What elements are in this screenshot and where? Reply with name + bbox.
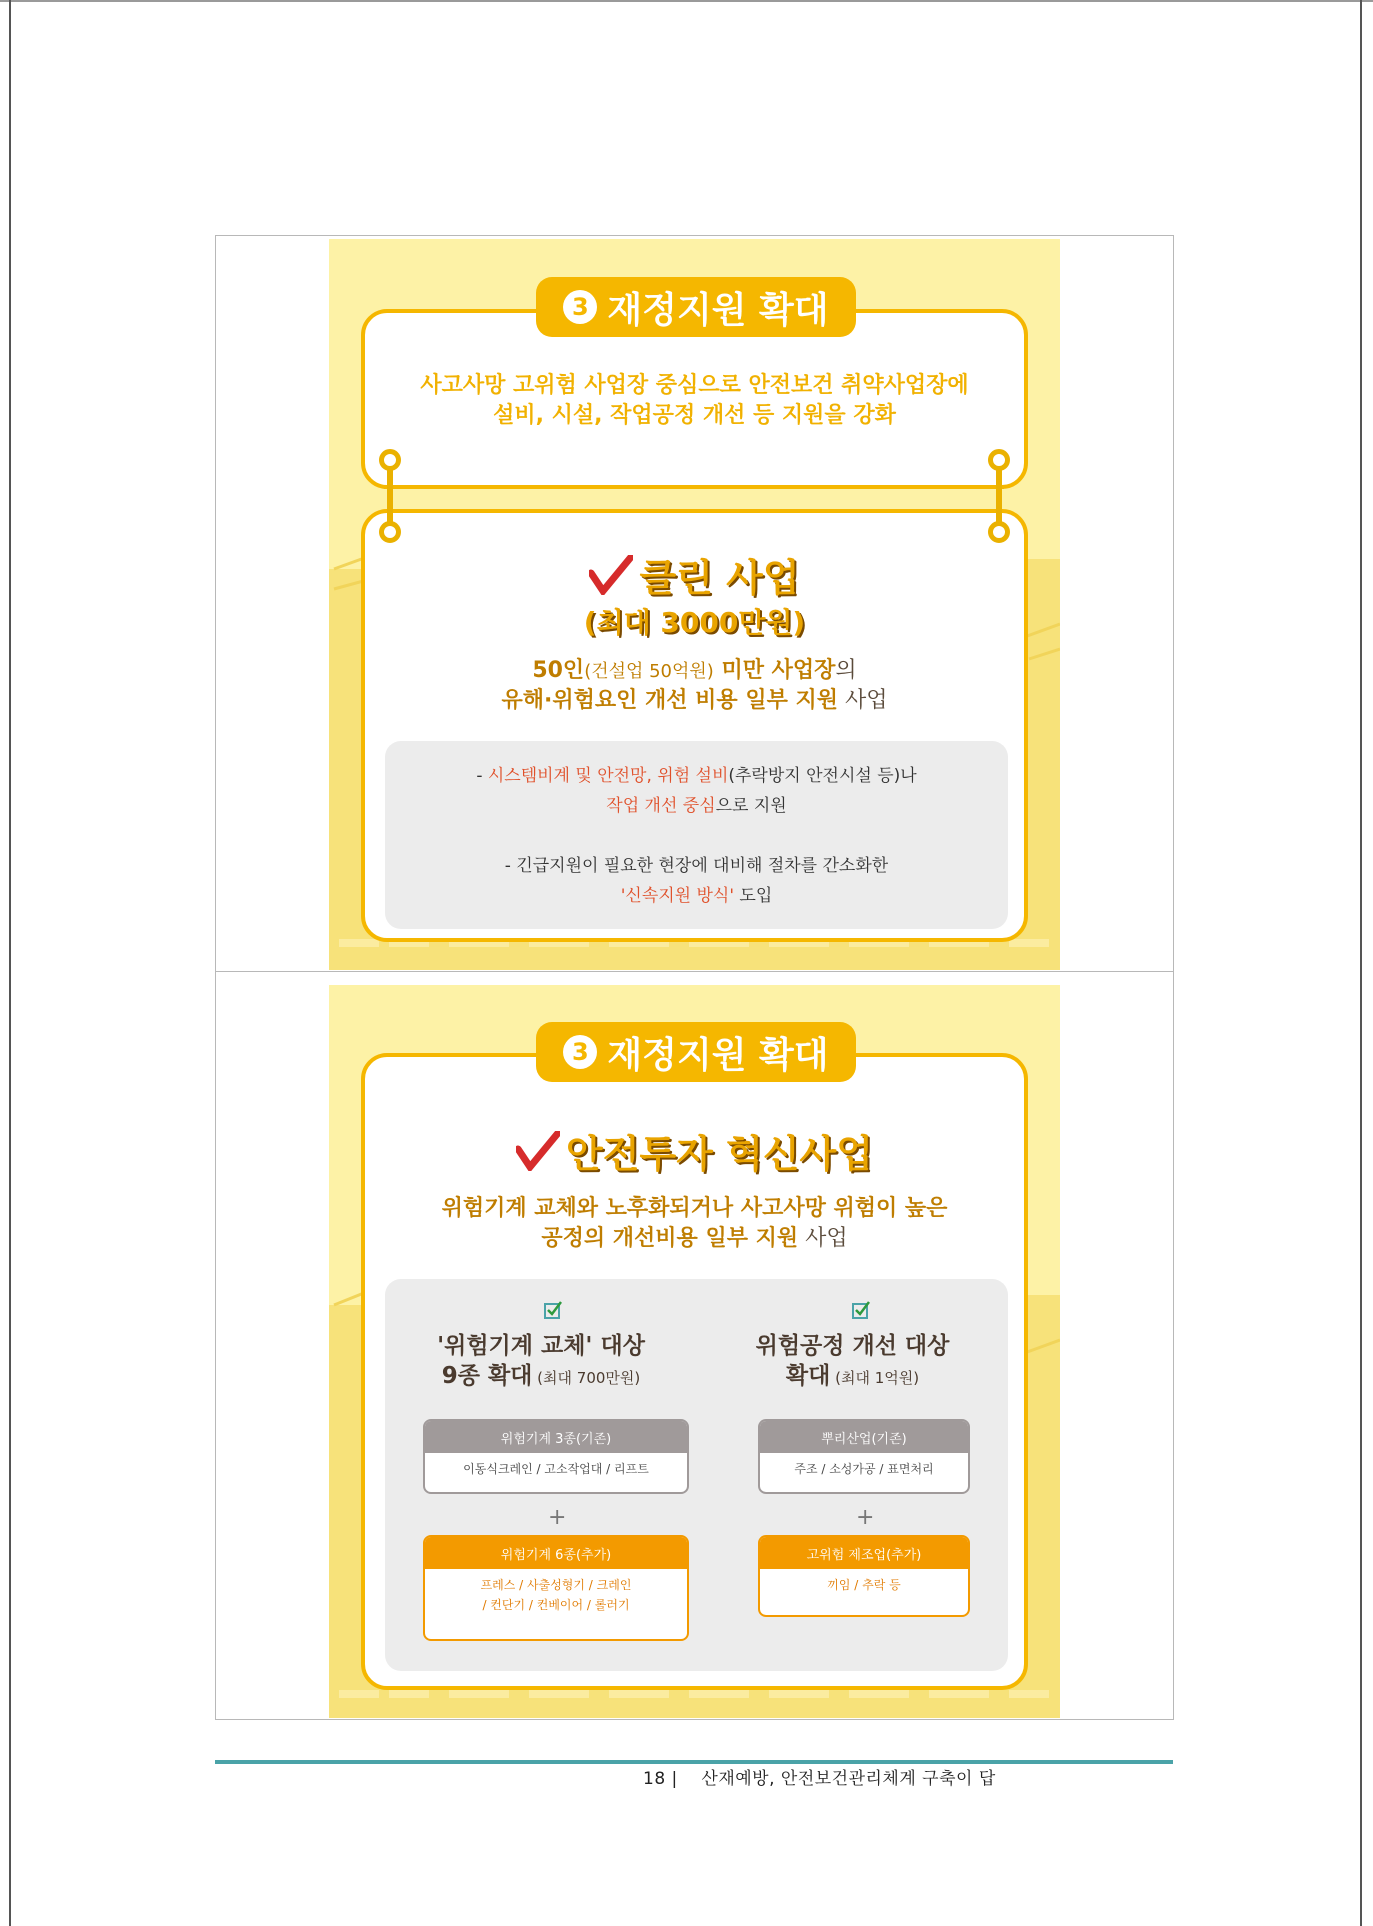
desc-light-text: (건설업 50억원) xyxy=(584,661,714,682)
left-added-box xyxy=(423,1535,689,1641)
right-column-title-line-2 xyxy=(697,1361,1008,1393)
left-added-head: 위험기계 6종(추가) xyxy=(425,1537,687,1569)
right-existing-head: 뿌리산업(기존) xyxy=(760,1421,968,1453)
bullet-dash: - xyxy=(476,766,488,786)
bullet-text: (추락방지 안전시설 등)나 xyxy=(728,766,917,786)
section-number-badge: 3 xyxy=(563,1035,597,1069)
desc-plain-text: 의 xyxy=(835,658,857,683)
intro-line-2: 설비, 시설, 작업공정 개선 등 지원을 강화 xyxy=(493,403,896,428)
right-added-body: 끼임 / 추락 등 xyxy=(827,1578,901,1592)
page-top-border xyxy=(0,0,1373,2)
bullet-1-line-2 xyxy=(385,791,1008,821)
desc-bold-text: 공정의 개선비용 일부 지원 xyxy=(541,1226,799,1251)
right-column-title-line-1: 위험공정 개선 대상 xyxy=(755,1333,950,1359)
column-title-note: (최대 1억원) xyxy=(830,1369,920,1387)
left-existing-head: 위험기계 3종(기존) xyxy=(425,1421,687,1453)
details-box xyxy=(385,741,1008,929)
program-title xyxy=(365,1123,1024,1178)
program-desc-line-2 xyxy=(365,1224,1024,1254)
checkbox-checked-icon xyxy=(852,1301,870,1319)
program-panel xyxy=(361,509,1028,942)
bullet-1-line-1 xyxy=(385,761,1008,791)
desc-bold-text-2: 미만 사업장 xyxy=(713,658,836,683)
bullet-text: 으로 지원 xyxy=(715,796,787,816)
section-title: 재정지원 확대 xyxy=(607,1034,829,1076)
right-added-head: 고위험 제조업(추가) xyxy=(760,1537,968,1569)
right-added-box xyxy=(758,1535,970,1617)
desc-plain-text: 사업 xyxy=(798,1226,848,1251)
right-plus-sign: + xyxy=(856,1505,875,1530)
page-right-border xyxy=(1360,0,1362,1926)
right-ring-top xyxy=(988,449,1010,471)
program-limit: (최대 3000만원) xyxy=(583,606,806,639)
desc-plain-text: 사업 xyxy=(838,688,888,713)
bullet-highlight: '신속지원 방식' xyxy=(620,886,735,906)
desc-bold-text: 유해·위험요인 개선 비용 일부 지원 xyxy=(501,688,839,713)
program-desc-line-1: 위험기계 교체와 노후화되거나 사고사망 위험이 높은 xyxy=(441,1196,948,1221)
left-added-body xyxy=(425,1569,687,1615)
left-existing-body: 이동식크레인 / 고소작업대 / 리프트 xyxy=(463,1462,649,1476)
bullet-highlight: 작업 개선 중심 xyxy=(606,796,716,816)
left-plus-sign: + xyxy=(548,1505,567,1530)
card-safety-investment xyxy=(329,985,1060,1718)
page-number: 18 xyxy=(643,1769,666,1789)
image-table xyxy=(215,235,1174,1720)
column-title-text: 9종 확대 xyxy=(441,1363,533,1389)
table-row-divider xyxy=(216,971,1173,972)
left-ring-bottom xyxy=(379,521,401,543)
program-panel xyxy=(361,1053,1028,1690)
column-title-note: (최대 700만원) xyxy=(532,1369,641,1387)
checkmark-icon xyxy=(589,555,633,595)
footer-separator: | xyxy=(671,1769,678,1789)
checkmark-icon xyxy=(516,1131,560,1171)
card-clean-business xyxy=(329,239,1060,970)
page-left-border xyxy=(9,0,11,1926)
left-column-title-line-1: '위험기계 교체' 대상 xyxy=(437,1333,645,1359)
bullet-text: 도입 xyxy=(734,886,773,906)
details-box xyxy=(385,1279,1008,1671)
left-ring-top xyxy=(379,449,401,471)
program-desc-line-2 xyxy=(365,686,1024,716)
section-title-pill xyxy=(536,277,856,337)
left-added-body-line-2: / 컨단기 / 컨베이어 / 롤러기 xyxy=(482,1598,630,1612)
left-column-title-line-2 xyxy=(385,1361,697,1393)
program-name: 안전투자 혁신사업 xyxy=(566,1132,873,1176)
section-title: 재정지원 확대 xyxy=(607,289,829,331)
bullet-2-line-2 xyxy=(385,881,1008,911)
desc-bold-text: 50인 xyxy=(532,658,585,683)
bullet-2-line-1: - 긴급지원이 필요한 현장에 대비해 절차를 간소화한 xyxy=(504,856,889,876)
section-title-pill xyxy=(536,1022,856,1082)
program-desc-line-1 xyxy=(365,656,1024,687)
bullet-highlight: 시스템비계 및 안전망, 위험 설비 xyxy=(487,766,729,786)
right-ring-bottom xyxy=(988,521,1010,543)
program-name: 클린 사업 xyxy=(639,556,800,600)
section-number-badge: 3 xyxy=(563,290,597,324)
intro-line-1: 사고사망 고위험 사업장 중심으로 안전보건 취약사업장에 xyxy=(420,373,969,398)
checkbox-checked-icon xyxy=(544,1301,562,1319)
column-title-text: 확대 xyxy=(785,1363,831,1389)
page-footer xyxy=(643,1764,996,1789)
right-existing-body: 주조 / 소성가공 / 표면처리 xyxy=(794,1462,934,1476)
document-title: 산재예방, 안전보건관리체계 구축이 답 xyxy=(701,1769,996,1789)
left-added-body-line-1: 프레스 / 사출성형기 / 크레인 xyxy=(480,1578,632,1592)
right-existing-box xyxy=(758,1419,970,1494)
program-title xyxy=(365,547,1024,602)
left-existing-box xyxy=(423,1419,689,1494)
